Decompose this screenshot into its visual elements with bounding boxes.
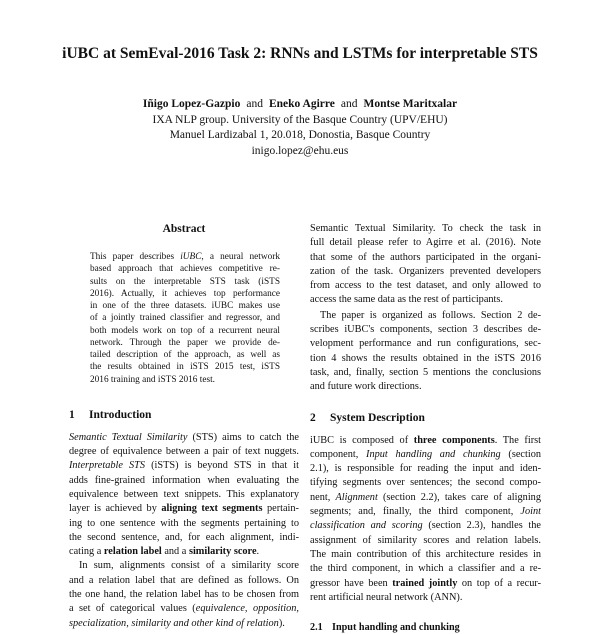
author-conjunction: and bbox=[246, 98, 263, 110]
body-line: segments; and, finally, the third component, Joint bbox=[310, 506, 541, 518]
body-line: layer is achieved by aligning text segments pertain- bbox=[69, 503, 299, 515]
body-line: from access to the test dataset, and only allowed to bbox=[310, 280, 541, 292]
abstract-line: in one of the three datasets. iUBC makes use bbox=[90, 301, 280, 311]
section-2-heading bbox=[310, 411, 541, 425]
section-title: Input handling and chunking bbox=[332, 622, 460, 634]
abstract-line: This paper describes iUBC, a neural network bbox=[90, 252, 280, 262]
author-address: Manuel Lardizabal 1, 20.018, Donostia, Basque Country bbox=[169, 129, 431, 141]
author-block bbox=[0, 97, 600, 159]
abstract-line: of a jointly trained classifier and regressor, and bbox=[90, 313, 280, 324]
section-1-heading bbox=[69, 408, 299, 422]
section-number: 2 bbox=[310, 411, 316, 424]
body-line: 2.1), is responsible for reading the input and iden- bbox=[310, 463, 541, 475]
section-number: 1 bbox=[69, 408, 75, 421]
body-line: adds fine-grained information when evaluating the bbox=[69, 474, 299, 486]
abstract-line: the results obtained in iSTS 2015 test, iSTS bbox=[90, 362, 280, 373]
body-line: gressor have been trained jointly on top of a recur- bbox=[310, 577, 541, 589]
body-line: zation of the task. Organizers prevented developers bbox=[310, 265, 541, 277]
body-line: iUBC is composed of three components. The first bbox=[310, 434, 541, 446]
body-line: full detail please refer to Agirre et al. (2016). Note bbox=[310, 237, 541, 249]
right-column bbox=[310, 222, 541, 634]
body-line: and future work directions. bbox=[310, 381, 422, 393]
section-title: Introduction bbox=[89, 408, 152, 421]
body-line: nent, Alignment (section 2.2), takes care of aligning bbox=[310, 491, 541, 503]
body-line: tifying segments over sentences; the second compo- bbox=[310, 477, 541, 489]
body-line: ing to one sentence with the segments pertaining to bbox=[69, 517, 299, 529]
body-line: cating a relation label and a similarity score. bbox=[69, 546, 260, 558]
abstract-line: network. Through the paper we provide de- bbox=[90, 337, 280, 348]
body-line: Semantic Textual Similarity (STS) aims to catch the bbox=[69, 431, 299, 443]
body-line: The paper is organized as follows. Section 2 de- bbox=[320, 309, 541, 321]
body-line: the third component, in which a classifier and a re- bbox=[310, 563, 541, 575]
intro-continuation bbox=[310, 222, 541, 395]
body-line: a set of categorical values (equivalence, opposition, bbox=[69, 603, 299, 615]
body-line: scribes iUBC's components, section 3 describes de- bbox=[310, 324, 541, 336]
body-line: The main contribution of this architecture resides in bbox=[310, 548, 541, 560]
body-line: assignment of similarity scores and relation labels. bbox=[310, 534, 541, 546]
abstract-line: tailed description of the approach, as well as bbox=[90, 350, 280, 360]
abstract-heading: Abstract bbox=[162, 223, 206, 235]
body-line: equivalence between text snippets. This explanatory bbox=[69, 488, 299, 500]
body-line: the one hand, the relation label has to be chosen from bbox=[69, 589, 299, 601]
body-line: specialization, similarity and other kind of relation). bbox=[69, 617, 285, 629]
section-2-body bbox=[310, 434, 541, 606]
body-line: classification and scoring (section 2.3), handles the bbox=[310, 520, 541, 532]
body-line: tion 4 shows the results obtained in the iSTS 2016 bbox=[310, 352, 541, 364]
abstract-line: based approach that achieves competitive re- bbox=[90, 264, 280, 275]
paper-title: iUBC at SemEval-2016 Task 2: RNNs and LSTMs for interpretable STS bbox=[62, 45, 538, 62]
body-line: and a relation label that are defined as follows. On bbox=[69, 574, 299, 586]
section-number: 2.1 bbox=[310, 622, 323, 634]
author-name: Iñigo Lopez-Gazpio bbox=[142, 98, 241, 110]
left-column bbox=[69, 222, 299, 631]
body-line: rent artificial neural network (ANN). bbox=[310, 591, 463, 603]
body-line: access the same data as the rest of participants. bbox=[310, 294, 503, 306]
abstract-line: sults on the interpretable STS task (iSTS bbox=[90, 276, 280, 287]
body-line: degree of equivalence between a pair of text nuggets. bbox=[69, 446, 299, 458]
body-line: In sum, alignments consist of a similarity score bbox=[79, 560, 299, 572]
author-email[interactable]: inigo.lopez@ehu.eus bbox=[251, 144, 349, 157]
body-line: that some of the authors participated in the organi- bbox=[310, 251, 541, 263]
author-name: Montse Maritxalar bbox=[363, 98, 458, 110]
author-conjunction: and bbox=[340, 98, 358, 110]
abstract-line: 2016 training and iSTS 2016 test. bbox=[90, 374, 215, 385]
author-name: Eneko Agirre bbox=[268, 98, 335, 110]
body-line: velopment performance and run configurations, sec- bbox=[310, 338, 541, 350]
author-names bbox=[0, 97, 600, 113]
section-1-body bbox=[69, 431, 299, 631]
body-line: component, Input handling and chunking (section bbox=[310, 448, 541, 460]
body-line: the second sentence, and, for each alignment, indi- bbox=[69, 531, 299, 543]
body-line: Interpretable STS (iSTS) is beyond STS in that it bbox=[69, 460, 299, 472]
abstract-body bbox=[90, 251, 280, 386]
abstract-line: both models work on top of a recurrent neural bbox=[90, 325, 280, 336]
abstract-line: 2016). Actually, it achieves top performance bbox=[90, 288, 280, 299]
body-line: Semantic Textual Similarity. To check the task in bbox=[310, 223, 541, 234]
subsection-2-1-heading bbox=[310, 621, 541, 634]
section-title: System Description bbox=[330, 411, 425, 424]
body-line: task, and, finally, section 5 mentions the conclusions bbox=[310, 366, 541, 378]
author-affiliation: IXA NLP group. University of the Basque Country (UPV/EHU) bbox=[152, 113, 448, 126]
